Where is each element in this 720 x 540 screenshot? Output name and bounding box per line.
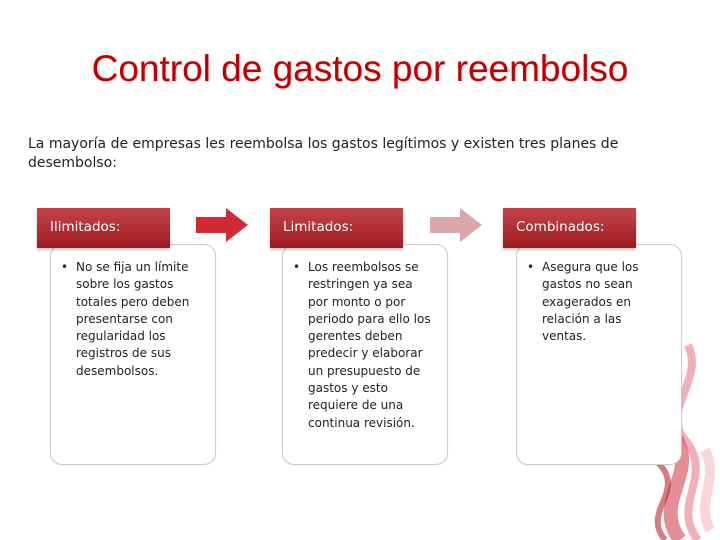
arrow-right-icon xyxy=(430,208,482,242)
plan-header-ilimitados: Ilimitados: xyxy=(37,208,170,248)
plan-card-limitados xyxy=(282,244,448,465)
plan-description: • Asegura que los gastos no sean exagerados en relación a las ventas. xyxy=(527,259,669,345)
intro-text: La mayoría de empresas les reembolsa los gastos legítimos y existen tres planes de desembolso: xyxy=(28,136,619,171)
plan-description: • Los reembolsos se restringen ya sea por monto o por periodo para ello los gerentes deben predecir y elaborar un presupuesto de gastos y esto requiere de una continua revisión. xyxy=(293,259,435,432)
plan-description: • No se fija un límite sobre los gastos totales pero deben presentarse con regularidad los registros de sus desembolsos. xyxy=(61,259,203,380)
plan-card-combinados xyxy=(516,244,682,465)
arrow-right-icon xyxy=(196,208,248,242)
plan-header-limitados: Limitados: xyxy=(270,208,403,248)
plan-card-ilimitados xyxy=(50,244,216,465)
page-title: Control de gastos por reembolso xyxy=(91,48,629,89)
plan-header-combinados: Combinados: xyxy=(503,208,636,248)
